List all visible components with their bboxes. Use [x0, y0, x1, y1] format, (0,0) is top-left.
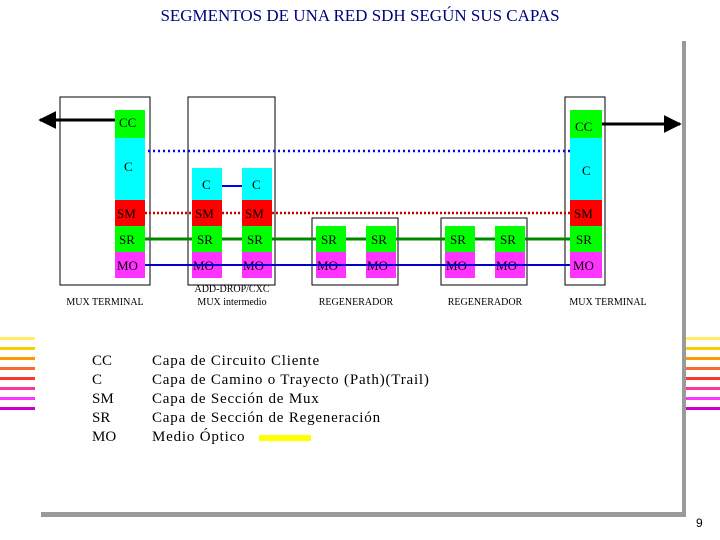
mux-terminal-left-caption: MUX TERMINAL — [66, 297, 144, 308]
legend-abbreviations — [92, 352, 116, 447]
adm-caption-line-1: ADD-DROP/CXC — [194, 284, 270, 295]
regenerador-2-caption: REGENERADOR — [447, 297, 523, 308]
adm-caption-line-2: MUX intermedio — [197, 297, 267, 308]
mux1-sm-label: SM — [117, 206, 136, 221]
adm-sm-right-label: SM — [245, 206, 264, 221]
legend-descriptions — [152, 352, 430, 447]
adm-mo-right-label: MO — [243, 258, 264, 273]
mux2-mo-label: MO — [573, 258, 594, 273]
mux1-c-label: C — [124, 159, 133, 174]
legend-desc-sr: Capa de Sección de Regeneración — [152, 410, 381, 426]
page-title: SEGMENTOS DE UNA RED SDH SEGÚN SUS CAPAS — [160, 6, 560, 25]
legend-desc-mo-row — [152, 428, 430, 447]
legend-abbr-mo: MO — [92, 429, 117, 445]
legend-desc-sm: Capa de Sección de Mux — [152, 391, 320, 407]
legend-abbr-sr: SR — [92, 410, 111, 426]
mux1-mo-label: MO — [117, 258, 138, 273]
mux1-sr-label: SR — [119, 232, 135, 247]
adm-sr-left-label: SR — [197, 232, 213, 247]
legend-desc-cc: Capa de Circuito Cliente — [152, 353, 320, 369]
mux-terminal-right-caption: MUX TERMINAL — [569, 297, 647, 308]
reg1-sr-left-label: SR — [321, 232, 337, 247]
reg2-mo-right-label: MO — [496, 258, 517, 273]
adm-c-right-label: C — [252, 177, 261, 192]
mux2-sr-label: SR — [576, 232, 592, 247]
mux2-c-label: C — [582, 163, 591, 178]
legend-abbr-cc: CC — [92, 353, 113, 369]
adm-c-left-label: C — [202, 177, 211, 192]
page-number: 9 — [696, 516, 703, 530]
reg2-sr-right-label: SR — [500, 232, 516, 247]
legend-abbr-sm: SM — [92, 391, 114, 407]
adm-sm-left-label: SM — [195, 206, 214, 221]
reg1-mo-right-label: MO — [367, 258, 388, 273]
adm-mo-left-label: MO — [193, 258, 214, 273]
reg2-mo-left-label: MO — [446, 258, 467, 273]
adm-sr-right-label: SR — [247, 232, 263, 247]
reg1-sr-right-label: SR — [371, 232, 387, 247]
reg1-mo-left-label: MO — [317, 258, 338, 273]
legend-abbr-c: C — [92, 372, 103, 388]
legend-desc-c: Capa de Camino o Trayecto (Path)(Trail) — [152, 372, 430, 388]
optical-medium-swatch — [259, 435, 311, 441]
legend-desc-mo: Medio Óptico — [152, 429, 246, 445]
regenerador-1-caption: REGENERADOR — [318, 297, 394, 308]
mux2-sm-label: SM — [574, 206, 593, 221]
reg2-sr-left-label: SR — [450, 232, 466, 247]
mux1-cc-label: CC — [119, 115, 137, 130]
mux2-cc-label: CC — [575, 119, 593, 134]
